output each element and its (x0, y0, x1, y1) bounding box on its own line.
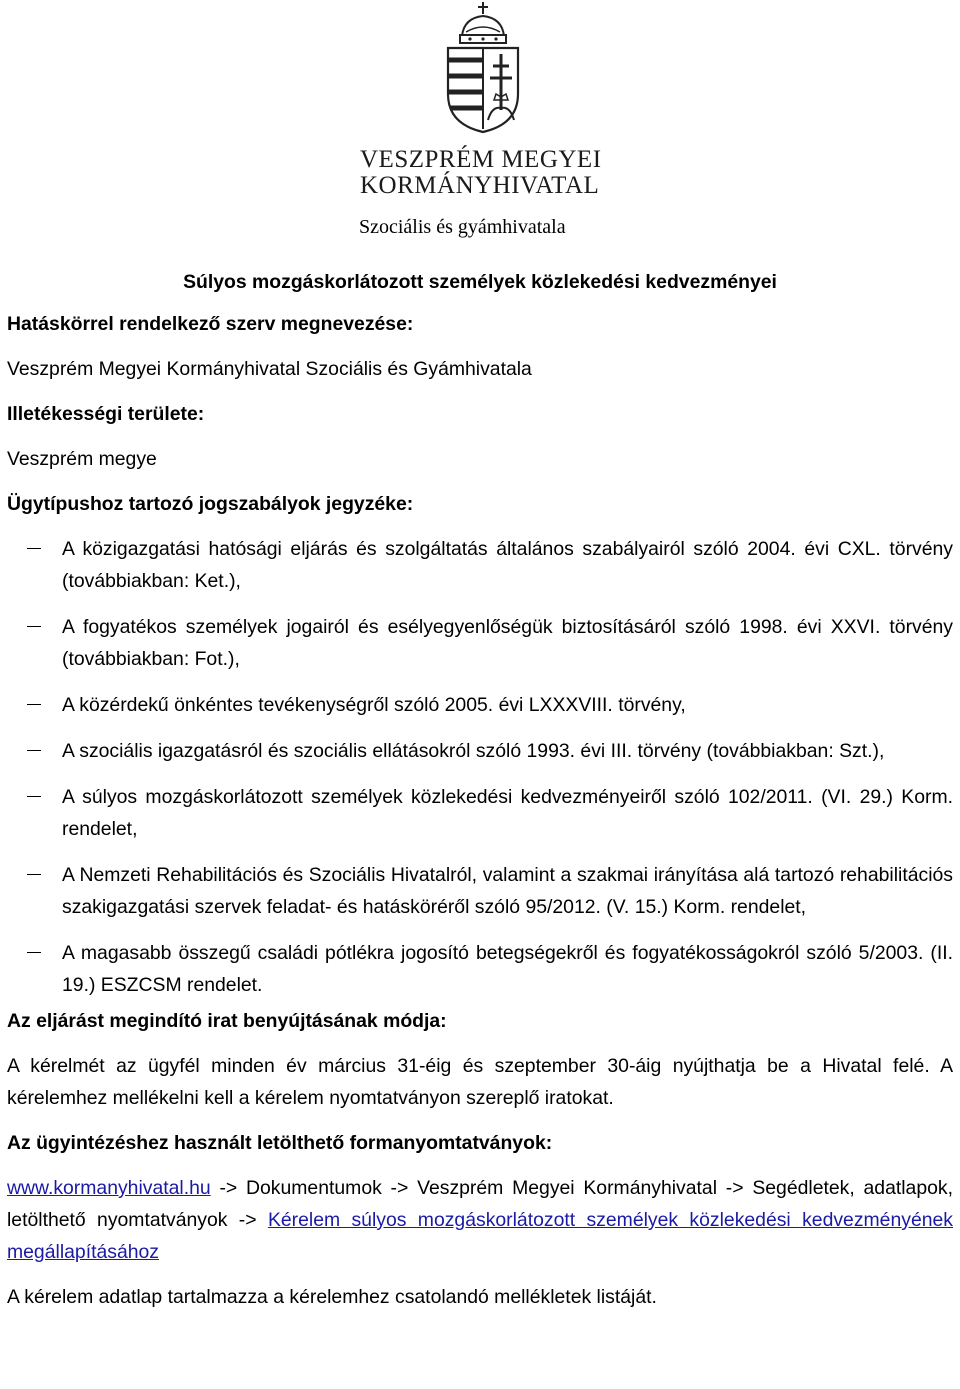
jurisdiction-heading: Illetékességi területe: (7, 403, 205, 425)
page-header (300, 0, 660, 250)
list-item-text: A súlyos mozgáskorlátozott személyek közlekedési kedvezményeiről szóló 102/2011. (VI. 29.) Korm. rendelet, (62, 786, 953, 840)
list-item-text: A Nemzeti Rehabilitációs és Szociális Hivatalról, valamint a szakmai irányítása alá tartozó rehabilitációs szakigazgatási szervek feladat- és hatásköréről szóló 95/2012. (V. 15.) Korm. rendelet, (62, 864, 953, 918)
list-item-text: A közigazgatási hatósági eljárás és szolgáltatás általános szabályairól szóló 2004. évi CXL. törvény (továbbiakban: Ket.), (62, 538, 953, 592)
org-name-line2: KORMÁNYHIVATAL (360, 172, 600, 199)
org-subtitle: Szociális és gyámhivatala (359, 216, 566, 238)
list-item (7, 611, 953, 675)
document-body (7, 266, 953, 1326)
submission-text: A kérelmét az ügyfél minden év március 31-éig és szeptember 30-áig nyújthatja be a Hivatal felé. A kérelemhez mellékelni kell a kérelem nyomtatványon szereplő iratokat. (7, 1055, 953, 1109)
closing-text: A kérelem adatlap tartalmazza a kérelemhez csatolandó mellékletek listáját. (7, 1286, 657, 1308)
dash-bullet-icon (27, 952, 41, 953)
forms-paragraph (7, 1172, 953, 1268)
list-item (7, 735, 953, 767)
laws-list (7, 533, 953, 1001)
list-item (7, 533, 953, 597)
authority-value: Veszprém Megyei Kormányhivatal Szociális és Gyámhivatala (7, 358, 532, 380)
dash-bullet-icon (27, 626, 41, 627)
jurisdiction-value: Veszprém megye (7, 448, 157, 470)
list-item (7, 781, 953, 845)
dash-bullet-icon (27, 874, 41, 875)
form-download-link[interactable]: Kérelem súlyos mozgáskorlátozott személyek közlekedési kedvezményének megállapításához (7, 1209, 953, 1263)
list-item-text: A szociális igazgatásról és szociális ellátásokról szóló 1993. évi III. törvény (továbbiakban: Szt.), (62, 740, 885, 762)
document-title: Súlyos mozgáskorlátozott személyek közlekedési kedvezményei (183, 271, 777, 293)
forms-heading: Az ügyintézéshez használt letölthető formanyomtatványok: (7, 1132, 553, 1154)
dash-bullet-icon (27, 796, 41, 797)
forms-path-text: -> Dokumentumok -> Veszprém Megyei Kormányhivatal -> Segédletek, adatlapok, letölthető nyomtatványok -> (7, 1177, 953, 1231)
laws-heading: Ügytípushoz tartozó jogszabályok jegyzéke: (7, 493, 414, 515)
hungarian-coat-of-arms-icon (440, 2, 526, 134)
submission-heading: Az eljárást megindító irat benyújtásának módja: (7, 1010, 447, 1032)
dash-bullet-icon (27, 548, 41, 549)
dash-bullet-icon (27, 704, 41, 705)
list-item-text: A magasabb összegű családi pótlékra jogosító betegségekről és fogyatékosságokról szóló 5/2003. (II. 19.) ESZCSM rendelet. (62, 942, 953, 996)
dash-bullet-icon (27, 750, 41, 751)
list-item-text: A közérdekű önkéntes tevékenységről szóló 2005. évi LXXXVIII. törvény, (62, 694, 686, 716)
org-name-line1: VESZPRÉM MEGYEI (360, 146, 602, 173)
list-item-text: A fogyatékos személyek jogairól és esélyegyenlőségük biztosításáról szóló 1998. évi XXVI. törvény (továbbiakban: Fot.), (62, 616, 953, 670)
list-item (7, 859, 953, 923)
kormanyhivatal-link[interactable]: www.kormanyhivatal.hu (7, 1177, 211, 1199)
authority-heading: Hatáskörrel rendelkező szerv megnevezése: (7, 313, 414, 335)
list-item (7, 937, 953, 1001)
list-item (7, 689, 953, 721)
